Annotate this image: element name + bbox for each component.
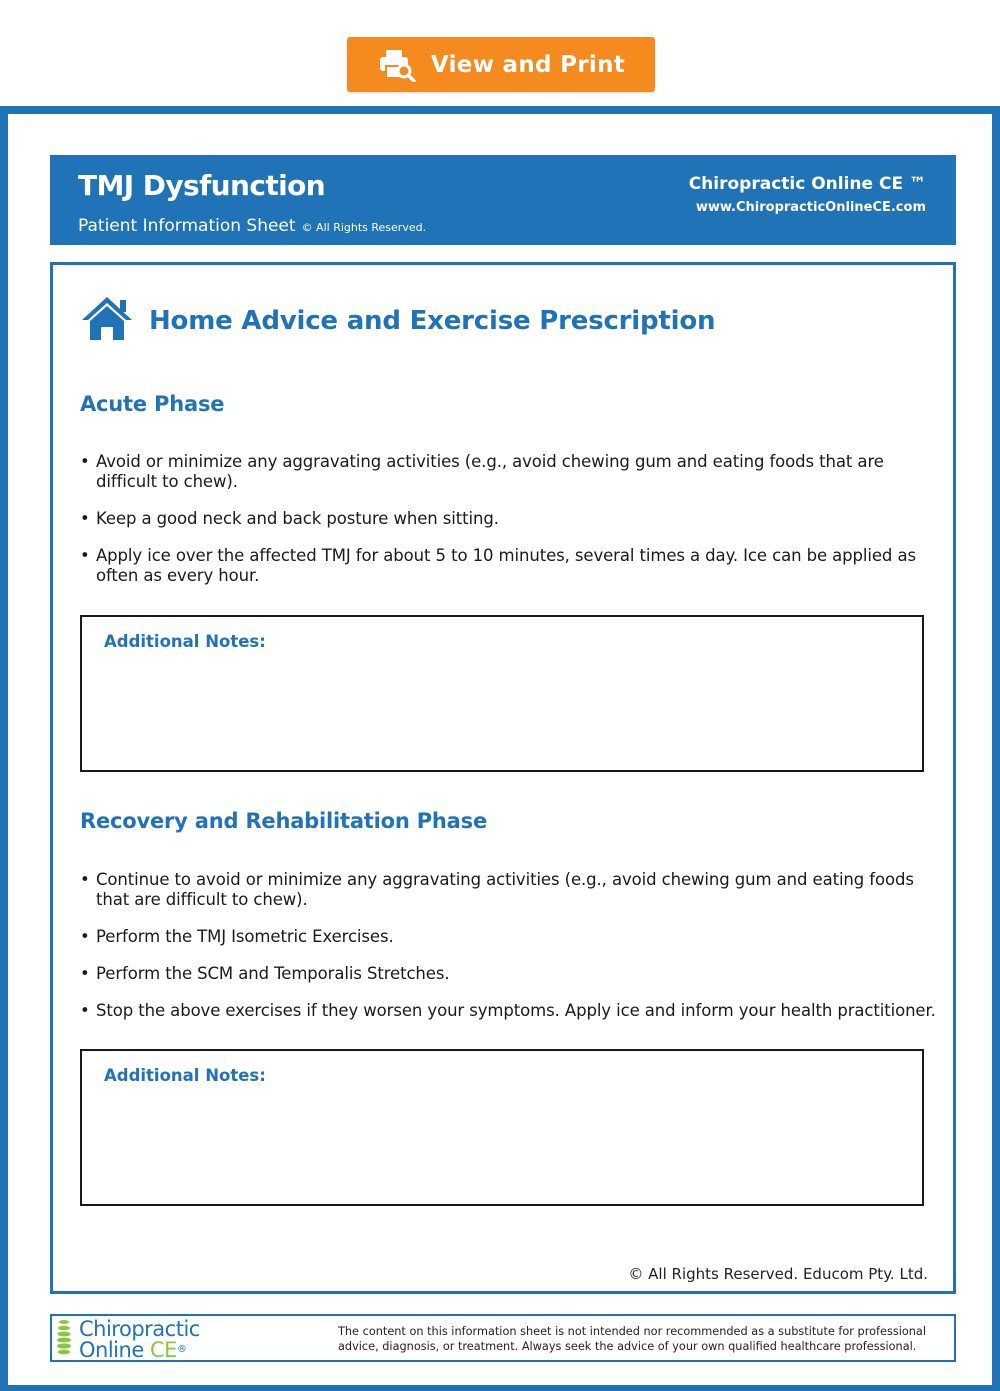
- footer-logo-line1: Chiropractic: [79, 1317, 200, 1341]
- footer-logo-line2: [79, 1339, 186, 1361]
- view-and-print-label: View and Print: [430, 51, 626, 78]
- footer: [50, 1314, 956, 1362]
- acute-phase-heading: Acute Phase: [80, 392, 225, 416]
- recovery-notes-box[interactable]: [80, 1049, 924, 1206]
- recovery-phase-list: [80, 870, 940, 1021]
- subtitle-text: Patient Information Sheet: [78, 216, 296, 236]
- list-item: • Stop the above exercises if they worsen your symptoms. Apply ice and inform your health practitioner.: [80, 1001, 940, 1021]
- home-icon: [79, 294, 135, 342]
- list-item: • Continue to avoid or minimize any aggravating activities (e.g., avoid chewing gum and eating foods that are difficult to chew).: [80, 870, 940, 910]
- footer-logo-online: Online: [79, 1338, 144, 1362]
- list-item: • Keep a good neck and back posture when sitting.: [80, 509, 940, 529]
- view-and-print-button[interactable]: [347, 37, 655, 92]
- list-item: • Perform the SCM and Temporalis Stretches.: [80, 964, 940, 984]
- acute-phase-list: [80, 452, 940, 586]
- header-banner: [50, 155, 956, 245]
- page-title: TMJ Dysfunction: [78, 169, 326, 202]
- organization-website: www.ChiropracticOnlineCE.com: [695, 200, 926, 215]
- list-item: • Avoid or minimize any aggravating activities (e.g., avoid chewing gum and eating foods that are difficult to chew).: [80, 452, 940, 492]
- notes-label: Additional Notes:: [104, 632, 266, 651]
- footer-logo-ce: CE: [149, 1338, 177, 1362]
- printer-search-icon: [377, 48, 417, 82]
- copyright-text: © All Rights Reserved. Educom Pty. Ltd.: [628, 1265, 928, 1283]
- footer-disclaimer: The content on this information sheet is not intended nor recommended as a substitute for professional advice, diagnosis, or treatment. Always seek the advice of your own qualified healthcare professional.: [338, 1325, 926, 1353]
- acute-notes-box[interactable]: [80, 615, 924, 772]
- footer-logo-reg: ®: [176, 1344, 187, 1355]
- subtitle-rights: © All Rights Reserved.: [301, 221, 427, 234]
- recovery-phase-heading: Recovery and Rehabilitation Phase: [80, 809, 487, 833]
- spine-logo-icon: [55, 1318, 73, 1358]
- page-subtitle: [78, 216, 426, 236]
- list-item: • Apply ice over the affected TMJ for about 5 to 10 minutes, several times a day. Ice can be applied as often as every hour.: [80, 546, 940, 586]
- section-title: Home Advice and Exercise Prescription: [149, 306, 716, 336]
- notes-label: Additional Notes:: [104, 1066, 266, 1085]
- organization-name: Chiropractic Online CE ™: [688, 174, 926, 194]
- list-item: • Perform the TMJ Isometric Exercises.: [80, 927, 940, 947]
